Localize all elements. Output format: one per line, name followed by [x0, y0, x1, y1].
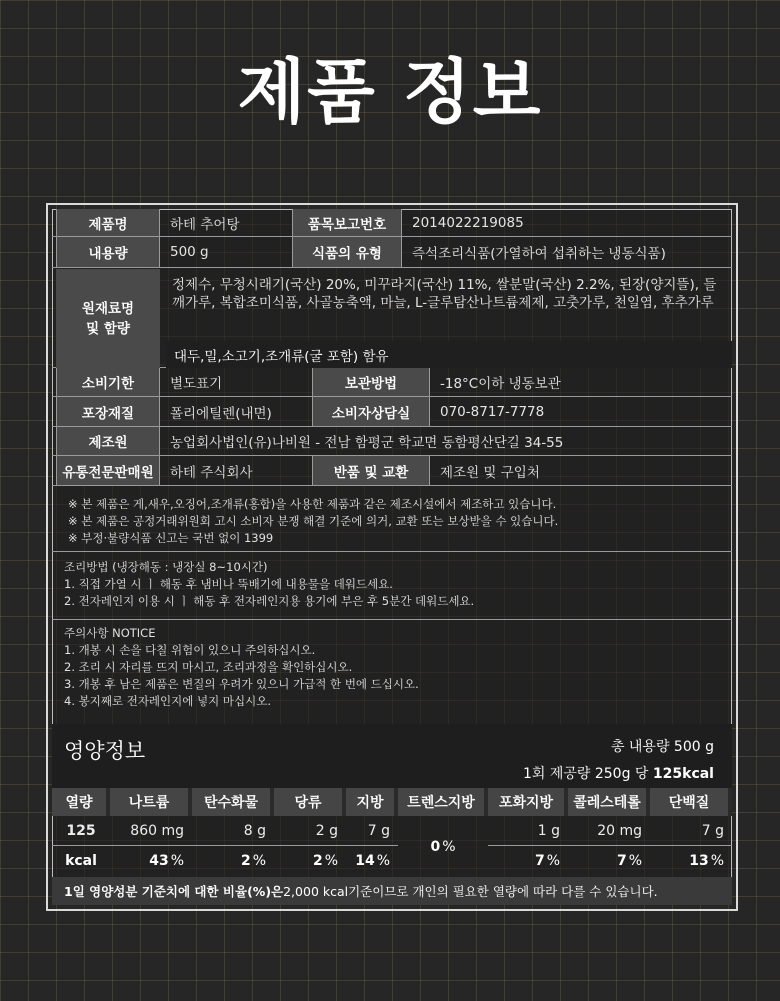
allergen-notice: 대두,밀,소고기,조개류(굴 포함) 함유: [166, 341, 732, 368]
volume-label: 내용량: [56, 237, 160, 267]
nutrition-title: 영양정보: [64, 739, 146, 763]
seller-value: 하테 주식회사: [170, 464, 253, 481]
notice-block: [52, 486, 732, 552]
product-name-label: 제품명: [56, 209, 160, 236]
nutrition-col: [650, 788, 732, 877]
nutrient-pct: [192, 846, 274, 876]
nutrient-header: 단백질: [650, 788, 732, 816]
return-value: 제조원 및 구입처: [440, 464, 540, 481]
pct-unit: %: [442, 838, 456, 855]
nutrient-pct: [568, 846, 650, 876]
nutrient-header: 콜레스테롤: [568, 788, 650, 816]
storage-label: 보관방법: [312, 368, 430, 396]
pct-unit: %: [324, 853, 338, 869]
nutrition-total: 총 내용량 500 g: [610, 739, 714, 755]
cooking-line: 1. 직접 가열 시 ㅣ 해동 후 냄비나 뚝배기에 내용물을 데워드세요.: [64, 577, 393, 591]
nutrient-header: 나트륨: [110, 788, 192, 816]
caution-line: 2. 조리 시 자리를 뜨지 마시고, 조리과정을 확인하십시오.: [64, 660, 353, 674]
ingredients-label: [56, 269, 160, 368]
pct-unit: %: [710, 853, 724, 869]
packaging-value: 폴리에틸렌(내면): [170, 405, 272, 422]
kcal-value: 125: [52, 816, 110, 846]
maker-label: 제조원: [56, 427, 160, 455]
product-name-value: 하테 추어탕: [170, 216, 240, 233]
cooking-line: 조리방법 (냉장해동 : 냉장실 8~10시간): [64, 560, 268, 574]
info-row-expiry: [52, 368, 732, 397]
nutrition-col: [110, 788, 192, 877]
nutrient-pct-value: 13: [689, 853, 709, 869]
trans-fat-pct: [398, 816, 488, 877]
footer-bold: 1일 영양성분 기준치에 대한 비율(%)은: [64, 884, 284, 899]
nutrient-pct: [488, 846, 568, 876]
pct-unit: %: [628, 853, 642, 869]
nutrient-amount: 7 g: [346, 816, 398, 846]
serving-kcal: 125kcal: [652, 766, 714, 782]
info-row-product: [52, 209, 732, 237]
info-row-packaging: [52, 397, 732, 427]
caution-line: 3. 개봉 후 남은 제품은 변질의 우려가 있으니 가급적 한 번에 드십시오.: [64, 677, 419, 691]
nutrition-col: [192, 788, 274, 877]
caution-line: 4. 봉지째로 전자레인지에 넣지 마십시오.: [64, 694, 271, 708]
nutrition-footer: [52, 877, 732, 905]
report-no-label: 품목보고번호: [292, 209, 402, 236]
trans-fat-value: 0: [430, 838, 441, 855]
expiry-value: 별도표기: [170, 376, 223, 392]
consult-label: 소비자상담실: [312, 397, 430, 426]
kcal-header: 열량: [52, 788, 110, 816]
ingredients-label-line2: 및 함량: [86, 320, 130, 337]
report-no-value: 2014022219085: [412, 214, 524, 231]
nutrient-header: 당류: [274, 788, 346, 816]
nutrient-pct: [110, 846, 192, 876]
return-label: 반품 및 교환: [312, 456, 430, 485]
info-row-volume: [52, 237, 732, 268]
volume-value: 500 g: [170, 244, 209, 260]
nutrient-amount: 20 mg: [568, 816, 650, 846]
consult-value: 070-8717-7778: [440, 403, 545, 420]
pct-unit: %: [252, 853, 266, 869]
nutrient-pct-value: 2: [240, 853, 251, 869]
nutrient-pct: [650, 846, 732, 876]
nutrition-col: [398, 788, 488, 877]
packaging-label: 포장재질: [56, 397, 160, 426]
cooking-line: 2. 전자레인지 이용 시 ㅣ 해동 후 전자레인지용 용기에 부은 후 5분간 데워드세요.: [64, 594, 475, 608]
pct-unit: %: [170, 853, 184, 869]
caution-block: [52, 620, 732, 724]
nutrient-amount: 860 mg: [110, 816, 192, 846]
caution-line: 1. 개봉 시 손을 다칠 위험이 있으니 주의하십시오.: [64, 643, 316, 657]
nutrient-header: 트렌스지방: [398, 788, 488, 816]
type-label: 식품의 유형: [292, 237, 402, 267]
storage-value: -18°C이하 냉동보관: [440, 376, 561, 392]
nutrient-pct-value: 14: [355, 853, 375, 869]
type-value: 즉석조리식품(가열하여 섭취하는 냉동식품): [412, 246, 666, 262]
info-row-maker: [52, 427, 732, 456]
nutrition-col: [274, 788, 346, 877]
nutrition-col: [488, 788, 568, 877]
page-title: 제품 정보: [237, 51, 543, 133]
nutrient-amount: 2 g: [274, 816, 346, 846]
nutrient-pct-value: 7: [616, 853, 627, 869]
expiry-label: 소비기한: [56, 368, 160, 396]
kcal-unit: kcal: [65, 853, 97, 869]
nutrient-header: 포화지방: [488, 788, 568, 816]
seller-label: 유통전문판매원: [56, 456, 160, 485]
caution-line: 주의사항 NOTICE: [64, 626, 156, 640]
serving-prefix: 1회 제공량 250g 당: [522, 766, 653, 782]
notice-line: ※ 부정·불량식품 신고는 국번 없이 1399: [68, 531, 274, 545]
notice-line: ※ 본 제품은 공정거래위원회 고시 소비자 분쟁 해결 기준에 의거, 교환 또는 보상받을 수 있습니다.: [68, 514, 559, 528]
nutrition-col-kcal: [52, 788, 110, 877]
info-row-seller: [52, 456, 732, 486]
nutrient-pct-value: 7: [534, 853, 545, 869]
nutrient-header: 지방: [346, 788, 398, 816]
cooking-block: [52, 552, 732, 620]
nutrient-amount: 1 g: [488, 816, 568, 846]
footer-rest: 2,000 kcal기준이므로 개인의 필요한 열량에 따라 다를 수 있습니다.: [283, 884, 658, 899]
nutrition-serving: [523, 763, 714, 783]
ingredients-value: 정제수, 무청시래기(국산) 20%, 미꾸라지(국산) 11%, 쌀분말(국산) 2.2%, 된장(양지뜰), 들깨가루, 복합조미식품, 사골농축액, 마늘, L-글루탐산나트륨제제, 고춧가루, 천일염, 후추가루: [172, 277, 717, 311]
nutrient-amount: 7 g: [650, 816, 732, 846]
nutrient-pct-value: 43: [149, 853, 169, 869]
pct-unit: %: [376, 853, 390, 869]
notice-line: ※ 본 제품은 게,새우,오징어,조개류(홍합)을 사용한 제품과 같은 제조시설에서 제조하고 있습니다.: [68, 497, 557, 511]
nutrient-pct: [274, 846, 346, 876]
maker-value: 농업회사법인(유)나비원 - 전남 함평군 학교면 동함평산단길 34-55: [170, 435, 564, 451]
ingredients-label-line1: 원재료명: [81, 300, 135, 317]
nutrition-col: [346, 788, 398, 877]
nutrient-pct: [346, 846, 398, 876]
nutrient-pct-value: 2: [312, 853, 323, 869]
pct-unit: %: [546, 853, 560, 869]
nutrient-amount: 8 g: [192, 816, 274, 846]
nutrition-col: [568, 788, 650, 877]
nutrient-header: 탄수화물: [192, 788, 274, 816]
